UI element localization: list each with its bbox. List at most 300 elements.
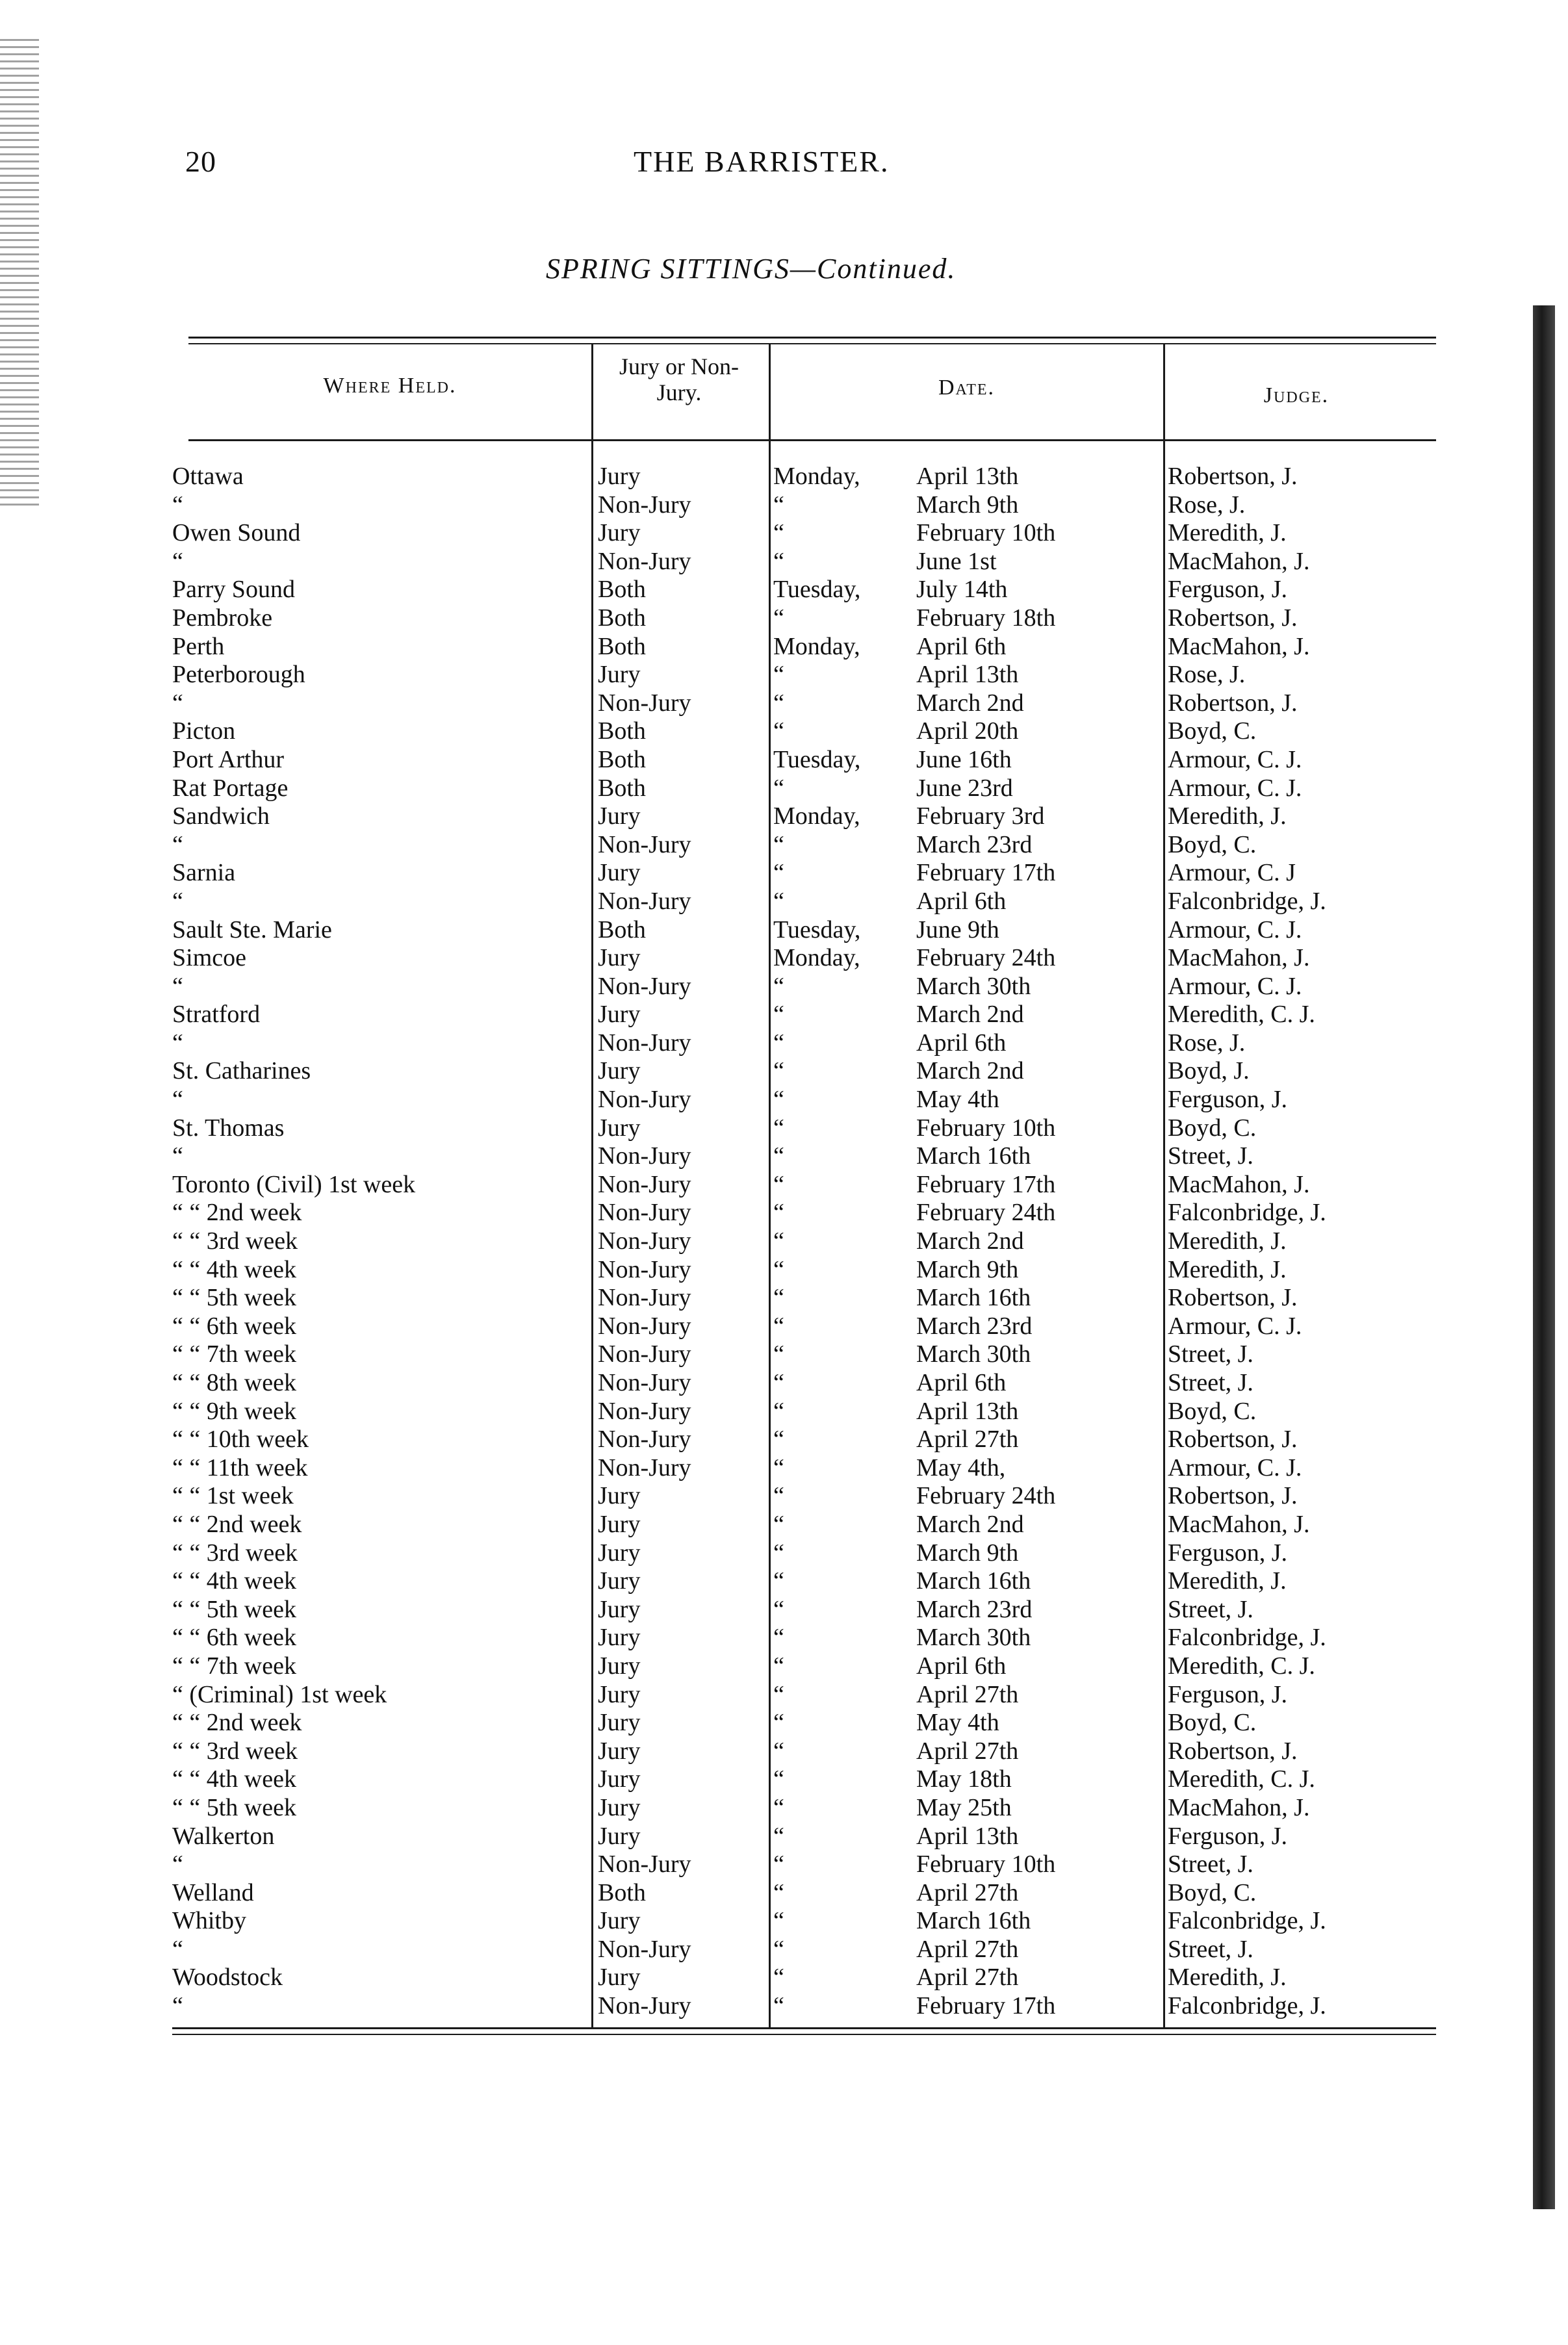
cell-judge: Falconbridge, J. [1168,1199,1326,1227]
cell-date: April 13th [916,463,1019,490]
cell-date: March 9th [916,491,1019,519]
cell-where-held: Owen Sound [172,519,301,547]
cell-judge: Street, J. [1168,1369,1253,1396]
cell-jury: Both [598,717,646,745]
cell-day: “ [773,491,784,519]
table-row [172,1029,1426,1058]
table-row [172,1964,1426,1992]
cell-day: Monday, [773,632,860,660]
table-row [172,1709,1426,1737]
cell-jury: Non-Jury [598,689,691,717]
cell-jury: Jury [598,1907,641,1935]
running-title: THE BARRISTER. [634,145,890,178]
cell-judge: Boyd, C. [1168,1397,1257,1425]
cell-jury: Non-Jury [598,830,691,858]
cell-jury: Non-Jury [598,1029,691,1057]
cell-date: February 18th [916,604,1056,632]
cell-day: “ [773,1114,784,1142]
cell-where-held: Perth [172,632,225,660]
cell-judge: Rose, J. [1168,491,1246,519]
cell-date: April 6th [916,1369,1007,1396]
cell-judge: Ferguson, J. [1168,1822,1288,1850]
cell-jury: Non-Jury [598,1170,691,1198]
cell-where-held: Ottawa [172,463,244,490]
cell-jury: Jury [598,1114,641,1142]
cell-judge: Street, J. [1168,1340,1253,1368]
table-row [172,717,1426,746]
cell-judge: Falconbridge, J. [1168,887,1326,915]
cell-judge: Robertson, J. [1168,1482,1298,1510]
cell-date: March 16th [916,1567,1031,1595]
table-row [172,1851,1426,1879]
cell-date: March 2nd [916,1227,1024,1255]
table-row [172,1907,1426,1936]
cell-judge: Meredith, J. [1168,1227,1287,1255]
cell-day: “ [773,1086,784,1114]
cell-date: April 6th [916,887,1007,915]
cell-day: “ [773,661,784,689]
cell-where-held: “ “ 5th week [172,1284,296,1312]
cell-day: “ [773,1057,784,1085]
cell-where-held: “ [172,1935,183,1963]
cell-jury: Jury [598,1652,641,1680]
cell-where-held: “ “ 3rd week [172,1227,298,1255]
cell-date: February 24th [916,1482,1056,1510]
table-row [172,1652,1426,1681]
cell-where-held: “ [172,689,183,717]
table-row [172,1936,1426,1964]
table-bottom-rule-2 [172,2034,1436,2035]
cell-jury: Both [598,1878,646,1906]
cell-where-held: Sarnia [172,859,236,887]
table-row [172,1086,1426,1114]
cell-date: May 25th [916,1793,1012,1821]
cell-where-held: Whitby [172,1907,246,1935]
cell-judge: Meredith, C. J. [1168,1652,1315,1680]
table-row [172,973,1426,1001]
cell-date: April 27th [916,1878,1019,1906]
cell-day: Monday, [773,463,860,490]
cell-judge: Falconbridge, J. [1168,1992,1326,2020]
cell-day: “ [773,1454,784,1481]
cell-day: “ [773,1199,784,1227]
cell-where-held: Rat Portage [172,774,289,802]
cell-where-held: St. Thomas [172,1114,285,1142]
cell-where-held: “ “ 5th week [172,1793,296,1821]
cell-day: Tuesday, [773,576,861,604]
cell-judge: Street, J. [1168,1851,1253,1878]
cell-jury: Jury [598,1595,641,1623]
scan-edge-left [0,39,39,507]
cell-jury: Jury [598,1057,641,1085]
cell-date: June 23rd [916,774,1013,802]
cell-jury: Non-Jury [598,1199,691,1227]
cell-judge: Robertson, J. [1168,1284,1298,1312]
cell-day: “ [773,1482,784,1510]
table-row [172,1596,1426,1624]
cell-where-held: “ “ 6th week [172,1624,296,1652]
cell-day: “ [773,887,784,915]
cell-jury: Jury [598,1510,641,1538]
cell-jury: Non-Jury [598,1397,691,1425]
cell-day: “ [773,859,784,887]
cell-judge: Boyd, C. [1168,830,1257,858]
table-row [172,1369,1426,1398]
cell-judge: Street, J. [1168,1935,1253,1963]
table-row [172,1737,1426,1766]
table-row [172,519,1426,548]
table-row [172,1142,1426,1171]
cell-date: April 27th [916,1935,1019,1963]
cell-date: March 9th [916,1255,1019,1283]
cell-judge: Boyd, C. [1168,717,1257,745]
cell-day: “ [773,830,784,858]
table-top-rule-2 [188,343,1436,344]
cell-judge: Street, J. [1168,1142,1253,1170]
cell-where-held: “ [172,1029,183,1057]
table-row [172,1340,1426,1369]
page-number: 20 [185,145,216,178]
cell-where-held: Simcoe [172,944,246,972]
cell-judge: Armour, C. J. [1168,916,1302,943]
table-row [172,1823,1426,1851]
cell-judge: Boyd, C. [1168,1709,1257,1737]
cell-date: May 4th [916,1086,999,1114]
cell-date: April 13th [916,661,1019,689]
cell-where-held: Welland [172,1878,254,1906]
cell-day: “ [773,1397,784,1425]
cell-where-held: “ “ 10th week [172,1426,309,1454]
cell-judge: Armour, C. J [1168,859,1296,887]
cell-jury: Both [598,745,646,773]
cell-where-held: Peterborough [172,661,305,689]
cell-date: March 9th [916,1539,1019,1567]
cell-jury: Both [598,604,646,632]
cell-judge: Meredith, J. [1168,1567,1287,1595]
column-header-judge: Judge. [1263,383,1330,407]
cell-date: February 24th [916,944,1056,972]
cell-date: April 6th [916,1029,1007,1057]
cell-judge: Robertson, J. [1168,1737,1298,1765]
cell-day: “ [773,1369,784,1396]
cell-judge: Armour, C. J. [1168,1454,1302,1481]
cell-where-held: “ [172,972,183,1000]
cell-where-held: Picton [172,717,236,745]
cell-jury: Non-Jury [598,1284,691,1312]
cell-day: “ [773,1227,784,1255]
cell-date: April 20th [916,717,1019,745]
header-bottom-rule [188,439,1436,441]
cell-jury: Non-Jury [598,1851,691,1878]
cell-date: July 14th [916,576,1008,604]
cell-day: Tuesday, [773,745,861,773]
cell-day: “ [773,1964,784,1992]
cell-date: April 13th [916,1822,1019,1850]
cell-judge: Robertson, J. [1168,689,1298,717]
cell-jury: Non-Jury [598,1369,691,1396]
cell-where-held: Stratford [172,1001,261,1029]
table-top-rule [188,337,1436,339]
cell-day: “ [773,1737,784,1765]
table-row [172,548,1426,576]
cell-judge: Armour, C. J. [1168,972,1302,1000]
table-row [172,1482,1426,1511]
cell-jury: Non-Jury [598,1426,691,1454]
cell-judge: Rose, J. [1168,1029,1246,1057]
cell-day: “ [773,1822,784,1850]
cell-where-held: “ “ 9th week [172,1397,296,1425]
table-row [172,1284,1426,1313]
cell-day: Monday, [773,802,860,830]
cell-where-held: “ “ 7th week [172,1340,296,1368]
table-row [172,944,1426,973]
table-row [172,1567,1426,1596]
cell-day: “ [773,1907,784,1935]
cell-judge: Ferguson, J. [1168,1680,1288,1708]
table-row [172,1681,1426,1710]
cell-judge: Meredith, C. J. [1168,1765,1315,1793]
cell-where-held: “ “ 6th week [172,1312,296,1340]
cell-where-held: “ “ 5th week [172,1595,296,1623]
table-row [172,1398,1426,1426]
cell-judge: MacMahon, J. [1168,944,1310,972]
cell-jury: Non-Jury [598,972,691,1000]
cell-where-held: “ “ 4th week [172,1765,296,1793]
table-row [172,859,1426,888]
cell-date: February 17th [916,1170,1056,1198]
cell-judge: MacMahon, J. [1168,632,1310,660]
cell-where-held: “ “ 3rd week [172,1539,298,1567]
column-header-jury [595,354,764,405]
table-row [172,1171,1426,1199]
cell-where-held: St. Catharines [172,1057,311,1085]
table-row [172,661,1426,689]
cell-jury: Jury [598,944,641,972]
cell-jury: Non-Jury [598,887,691,915]
cell-where-held: Port Arthur [172,745,285,773]
cell-judge: Robertson, J. [1168,604,1298,632]
table-row [172,1539,1426,1568]
cell-day: Monday, [773,944,860,972]
cell-jury: Non-Jury [598,491,691,519]
column-header-jury-text: Jury or Non-Jury. [619,353,739,405]
cell-date: February 10th [916,1851,1056,1878]
table-row [172,1313,1426,1341]
cell-where-held: Sault Ste. Marie [172,916,332,943]
cell-jury: Jury [598,1793,641,1821]
cell-jury: Non-Jury [598,1992,691,2020]
cell-where-held: Walkerton [172,1822,275,1850]
cell-where-held: “ “ 11th week [172,1454,308,1481]
cell-date: March 16th [916,1142,1031,1170]
table-row [172,1992,1426,2021]
cell-where-held: “ “ 2nd week [172,1199,302,1227]
table-row [172,1511,1426,1539]
cell-judge: Meredith, C. J. [1168,1001,1315,1029]
cell-day: “ [773,1312,784,1340]
table-row [172,1624,1426,1652]
cell-date: April 6th [916,632,1007,660]
table-row [172,1879,1426,1908]
cell-date: March 30th [916,1340,1031,1368]
section-subtitle: SPRING SITTINGS—Continued. [546,253,957,285]
cell-jury: Jury [598,802,641,830]
cell-judge: Ferguson, J. [1168,576,1288,604]
column-header-date: Date. [938,376,996,400]
cell-day: “ [773,1142,784,1170]
cell-date: March 23rd [916,830,1033,858]
cell-jury: Non-Jury [598,1454,691,1481]
cell-judge: MacMahon, J. [1168,1510,1310,1538]
cell-day: “ [773,1935,784,1963]
cell-jury: Both [598,632,646,660]
cell-date: April 27th [916,1680,1019,1708]
cell-judge: Boyd, C. [1168,1878,1257,1906]
cell-day: “ [773,1878,784,1906]
cell-jury: Non-Jury [598,547,691,575]
cell-day: “ [773,604,784,632]
cell-date: April 27th [916,1964,1019,1992]
cell-jury: Jury [598,1001,641,1029]
table-bottom-rule [172,2027,1436,2029]
cell-jury: Non-Jury [598,1935,691,1963]
cell-day: “ [773,1284,784,1312]
cell-jury: Non-Jury [598,1086,691,1114]
cell-day: “ [773,972,784,1000]
cell-jury: Non-Jury [598,1142,691,1170]
cell-judge: Robertson, J. [1168,1426,1298,1454]
cell-day: “ [773,1510,784,1538]
cell-jury: Jury [598,1737,641,1765]
cell-date: March 16th [916,1284,1031,1312]
cell-where-held: “ [172,1992,183,2020]
table-row [172,1454,1426,1483]
table-row [172,916,1426,945]
cell-day: “ [773,1652,784,1680]
cell-jury: Jury [598,519,641,547]
table-row [172,1256,1426,1285]
cell-where-held: “ [172,887,183,915]
cell-day: “ [773,1793,784,1821]
table-row [172,802,1426,831]
cell-day: “ [773,1255,784,1283]
cell-date: April 27th [916,1426,1019,1454]
cell-judge: Meredith, J. [1168,802,1287,830]
cell-date: April 6th [916,1652,1007,1680]
cell-day: “ [773,1709,784,1737]
cell-date: February 10th [916,1114,1056,1142]
table-row [172,1794,1426,1823]
cell-judge: Boyd, C. [1168,1114,1257,1142]
cell-jury: Jury [598,1539,641,1567]
cell-jury: Jury [598,1964,641,1992]
cell-jury: Non-Jury [598,1255,691,1283]
cell-where-held: Parry Sound [172,576,295,604]
cell-date: March 16th [916,1907,1031,1935]
table-row [172,1114,1426,1143]
cell-where-held: “ “ 4th week [172,1567,296,1595]
cell-date: February 24th [916,1199,1056,1227]
table-row [172,1765,1426,1794]
table-row [172,491,1426,520]
cell-judge: Meredith, J. [1168,1255,1287,1283]
cell-date: May 4th [916,1709,999,1737]
cell-day: “ [773,774,784,802]
table-row [172,576,1426,604]
cell-date: June 9th [916,916,999,943]
cell-judge: Armour, C. J. [1168,1312,1302,1340]
cell-judge: MacMahon, J. [1168,547,1310,575]
cell-day: “ [773,1595,784,1623]
cell-jury: Jury [598,1765,641,1793]
cell-jury: Both [598,916,646,943]
cell-judge: Falconbridge, J. [1168,1624,1326,1652]
cell-where-held: “ “ 1st week [172,1482,294,1510]
table-row [172,775,1426,803]
cell-date: February 17th [916,1992,1056,2020]
cell-judge: Falconbridge, J. [1168,1907,1326,1935]
cell-where-held: “ [172,491,183,519]
cell-jury: Jury [598,661,641,689]
cell-judge: Armour, C. J. [1168,745,1302,773]
table-row [172,831,1426,860]
table-row [172,463,1426,491]
cell-judge: Robertson, J. [1168,463,1298,490]
table-row [172,888,1426,916]
table-row [172,1199,1426,1227]
cell-where-held: “ “ 8th week [172,1369,296,1396]
cell-date: March 2nd [916,1001,1024,1029]
cell-jury: Non-Jury [598,1227,691,1255]
cell-jury: Both [598,774,646,802]
cell-date: February 3rd [916,802,1045,830]
cell-jury: Jury [598,1624,641,1652]
cell-jury: Both [598,576,646,604]
cell-where-held: “ (Criminal) 1st week [172,1680,387,1708]
cell-date: March 2nd [916,689,1024,717]
table-body [172,463,1426,2021]
cell-day: “ [773,1426,784,1454]
cell-where-held: “ “ 2nd week [172,1510,302,1538]
table-row [172,1057,1426,1086]
table-row [172,604,1426,633]
cell-where-held: Pembroke [172,604,273,632]
cell-day: “ [773,717,784,745]
column-header-where: Where Held. [323,374,457,398]
cell-where-held: “ “ 3rd week [172,1737,298,1765]
cell-where-held: “ “ 7th week [172,1652,296,1680]
cell-judge: Ferguson, J. [1168,1086,1288,1114]
table-row [172,1227,1426,1256]
cell-where-held: “ [172,1142,183,1170]
cell-where-held: “ “ 4th week [172,1255,296,1283]
cell-judge: Ferguson, J. [1168,1539,1288,1567]
page-header [185,144,1420,196]
cell-jury: Non-Jury [598,1340,691,1368]
table-row [172,1426,1426,1454]
cell-where-held: Sandwich [172,802,270,830]
cell-day: “ [773,1029,784,1057]
cell-jury: Jury [598,1680,641,1708]
cell-where-held: “ [172,830,183,858]
cell-day: “ [773,1851,784,1878]
cell-judge: Street, J. [1168,1595,1253,1623]
cell-date: May 4th, [916,1454,1006,1481]
cell-judge: MacMahon, J. [1168,1170,1310,1198]
cell-where-held: “ [172,1086,183,1114]
cell-day: “ [773,1624,784,1652]
cell-date: March 30th [916,1624,1031,1652]
